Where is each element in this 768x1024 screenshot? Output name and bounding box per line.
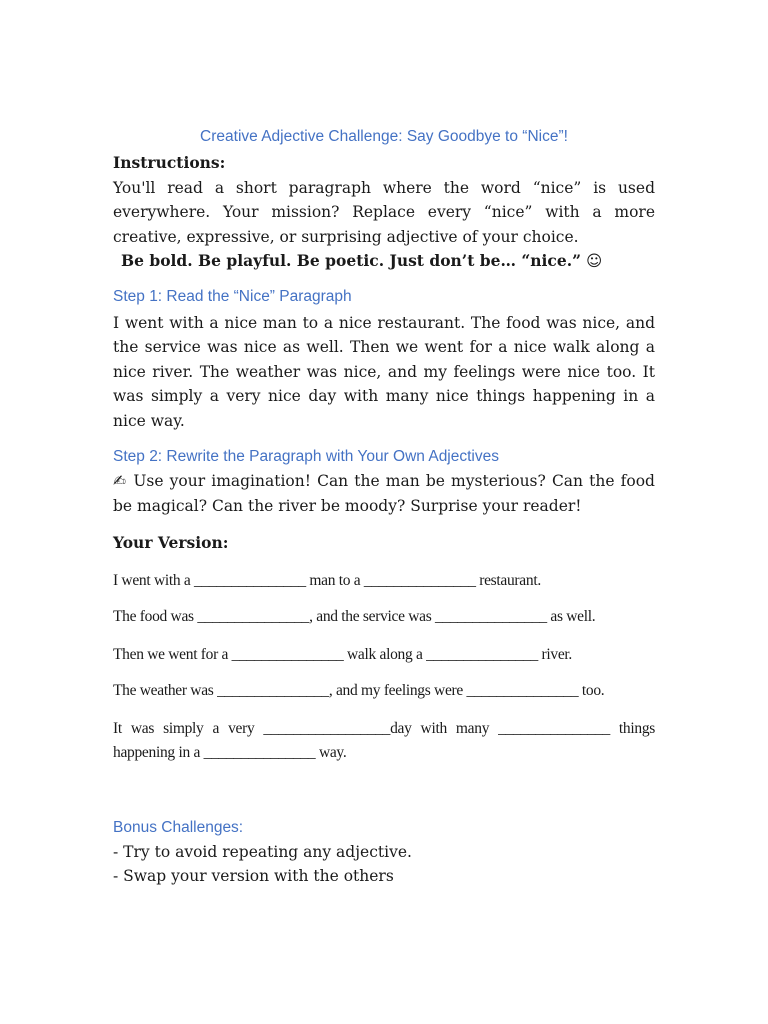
fill-line-1: I went with a _______________ man to a _______________ restaurant.: [113, 571, 541, 589]
fill-line-3: Then we went for a _______________ walk along a _______________ river.: [113, 645, 572, 663]
step1-paragraph: I went with a nice man to a nice restaurant. The food was nice, and the service was nice as well. Then we went for a nice walk along a nice river. The weather was nice, and my feelings were nice too. It was simply a very nice day with many nice things happening in a nice way.: [113, 313, 655, 430]
fill-line-2: The food was _______________, and the service was _______________ as well.: [113, 608, 596, 625]
worksheet-page: [113, 125, 655, 889]
smile-icon: ☺: [585, 252, 603, 270]
step2-heading: Step 2: Rewrite the Paragraph with Your Own Adjectives: [113, 448, 499, 465]
bonus-item: - Try to avoid repeating any adjective.: [113, 842, 412, 861]
fill-line-5: It was simply a very _________________day with many _______________ things happening in a _______________ way.: [113, 719, 655, 761]
step1-heading: Step 1: Read the “Nice” Paragraph: [113, 287, 352, 305]
instructions-heading: Instructions:: [113, 153, 226, 172]
fill-line-4: The weather was _______________, and my feelings were _______________ too.: [113, 682, 605, 699]
instructions-tagline: Be bold. Be playful. Be poetic. Just don’t be… “nice.”: [121, 251, 582, 270]
pencil-icon: ✍: [113, 472, 128, 490]
instructions-tagline-line: [113, 249, 655, 274]
your-version-heading: Your Version:: [113, 533, 229, 552]
instructions-body: You'll read a short paragraph where the word “nice” is used everywhere. Your mission? Replace every “nice” with a more creative, expressive, or surprising adjective of your choice.: [113, 178, 655, 246]
step2-prompt: Use your imagination! Can the man be mysterious? Can the food be magical? Can the river be moody? Surprise your reader!: [113, 472, 655, 515]
bonus-heading: Bonus Challenges:: [113, 818, 244, 836]
step2-prompt-block: [113, 469, 655, 518]
bonus-item: - Swap your version with the others: [113, 867, 394, 885]
worksheet-title: Creative Adjective Challenge: Say Goodbye to “Nice”!: [200, 128, 568, 145]
